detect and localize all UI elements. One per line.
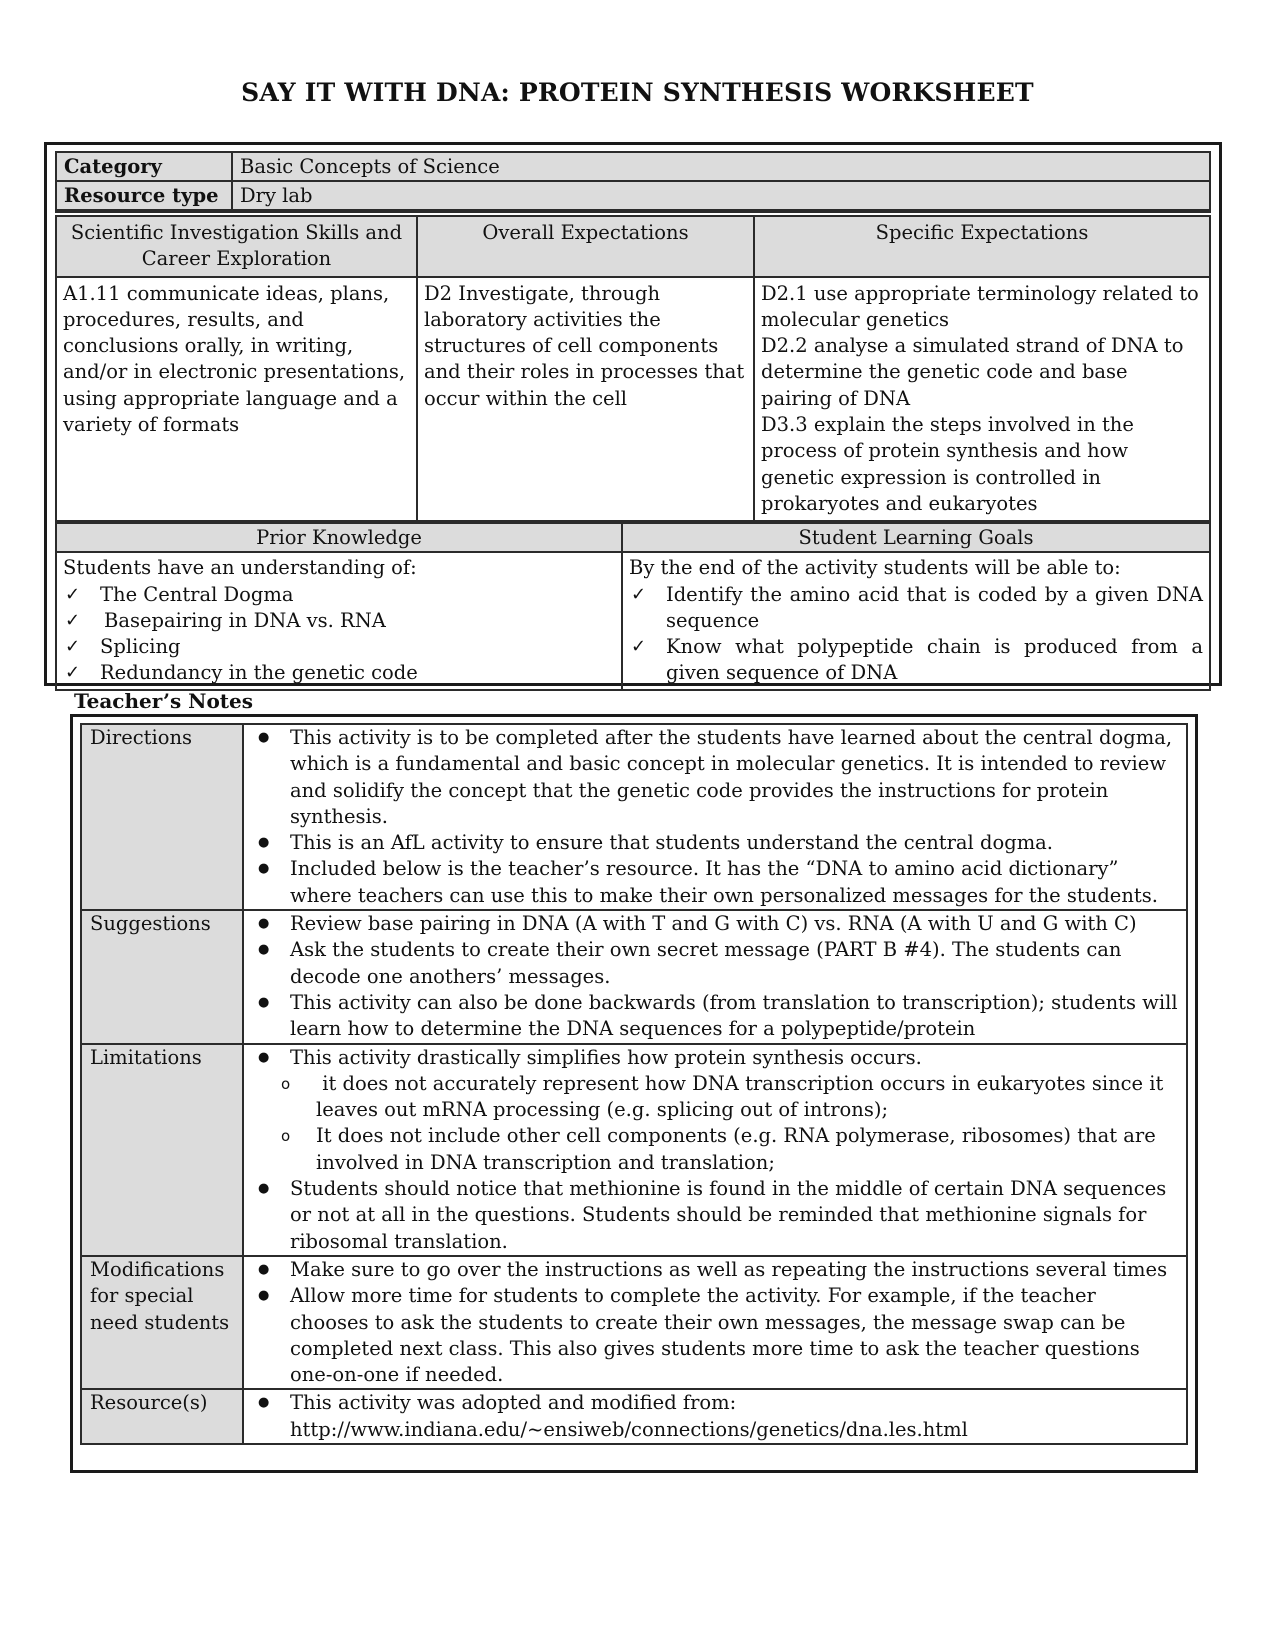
skills-text: A1.11 communicate ideas, plans, procedures, results, and conclusions orally, in writing, and/or in electronic presentations, using appropriate language and a variety of formats [56,277,417,522]
list-item [63,660,615,686]
prior-knowledge-intro: Students have an understanding of: [63,556,417,580]
specific-header: Specific Expectations [754,216,1210,277]
teachers-notes-table [80,723,1188,1445]
check-icon: ✓ [65,609,81,631]
prior-knowledge-cell [56,552,622,690]
check-icon: ✓ [65,583,81,605]
notes-row-label: Directions [81,724,243,910]
skills-header: Scientific Investigation Skills and Career Exploration [56,216,417,277]
list-item-text: This activity can also be done backwards (from translation to transcription); students will learn how to determine the DNA sequences for a polypeptide/protein [290,990,1178,1041]
list-item-text: Ask the students to create their own secret message (PART B #4). The students can decode one anothers’ messages. [290,938,1122,988]
list-item [244,1283,1180,1388]
notes-row-resources [81,1389,1187,1444]
list-item-text: Included below is the teacher’s resource. It has the “DNA to amino acid dictionary” where teachers can use this to make their own personalized messages for the students. [290,857,1158,907]
list-item [629,582,1203,635]
notes-row-content [243,1389,1187,1444]
learning-goals-header: Student Learning Goals [622,523,1210,552]
bullet-icon: ● [258,835,270,851]
bullet-list [244,1176,1180,1255]
list-item [244,856,1180,909]
list-item-text: Know what polypeptide chain is produced from a given sequence of DNA [666,635,1203,685]
learning-goals-intro: By the end of the activity students will be able to: [629,556,1121,580]
resource-type-value: Dry lab [232,181,1210,210]
list-item [244,1390,1180,1443]
curriculum-frame [44,142,1222,686]
bullet-list [244,1390,1180,1443]
notes-row-suggestions [81,910,1187,1043]
notes-row-label: Resource(s) [81,1389,243,1444]
bullet-icon: ● [258,861,270,877]
sub-list-item-text: It does not include other cell components (e.g. RNA polymerase, ribosomes) that are involved in DNA transcription and translation; [316,1124,1156,1174]
notes-row-modifications [81,1256,1187,1389]
list-item-text: Basepairing in DNA vs. RNA [104,608,386,632]
knowledge-goals-body-row [56,552,1210,690]
list-item-text: The Central Dogma [100,582,294,606]
list-item [63,634,615,660]
notes-row-content [243,1256,1187,1389]
sub-list-item [244,1071,1180,1124]
list-item-text: Splicing [100,635,181,659]
notes-row-content [243,724,1187,910]
learning-goals-cell [622,552,1210,690]
sub-list-item [244,1123,1180,1176]
check-icon: ✓ [631,583,647,605]
category-value: Basic Concepts of Science [232,152,1210,181]
resource-type-row [56,181,1210,210]
list-item [244,937,1180,990]
meta-table [55,151,1211,211]
list-item-text: Make sure to go over the instructions as well as repeating the instructions several times [290,1257,1168,1281]
list-item-text: Review base pairing in DNA (A with T and G with C) vs. RNA (A with U and G with C) [290,912,1137,936]
specific-item: D2.2 analyse a simulated strand of DNA to determine the genetic code and base pairing of DNA [761,334,1184,410]
bullet-icon: ● [258,1288,270,1304]
bullet-list [244,911,1180,1042]
hollow-bullet-icon: o [281,1074,291,1093]
list-item-text: Identify the amino acid that is coded by a given DNA sequence [666,582,1203,632]
bullet-icon: ● [258,1395,270,1411]
list-item-text: This activity is to be completed after the students have learned about the central dogma, which is a fundamental and basic concept in molecular genetics. It is intended to review and solidify the concept that the genetic code provides the instructions for protein synthesis. [290,726,1173,828]
resource-type-label: Resource type [56,181,232,210]
hollow-bullet-icon: o [281,1127,291,1146]
list-item-text: This activity was adopted and modified from: http://www.indiana.edu/~ensiweb/connections/genetics/dna.les.html [290,1391,968,1441]
list-item [629,634,1203,687]
specific-item: D3.3 explain the steps involved in the process of protein synthesis and how genetic expression is controlled in prokaryotes and eukaryotes [761,413,1134,515]
category-row [56,152,1210,181]
bullet-icon: ● [258,942,270,958]
bullet-icon: ● [258,1049,270,1065]
list-item [63,608,615,634]
list-item-text: Allow more time for students to complete the activity. For example, if the teacher chooses to ask the students to create their own messages, the message swap can be completed next class. This also gives students more time to ask the teacher questions one-on-one if needed. [290,1284,1140,1387]
expectations-body-row [56,277,1210,522]
teachers-notes-heading: Teacher’s Notes [74,689,254,713]
list-item [244,725,1180,830]
bullet-list [244,1045,1180,1071]
notes-row-directions [81,724,1187,910]
category-label: Category [56,152,232,181]
knowledge-goals-header-row [56,523,1210,552]
bullet-list [244,725,1180,909]
list-item [244,1257,1180,1283]
notes-row-limitations [81,1044,1187,1256]
list-item [244,911,1180,937]
list-item [244,830,1180,856]
prior-knowledge-list [63,582,615,687]
list-item [244,1045,1180,1071]
bullet-icon: ● [258,916,270,932]
notes-row-label: Limitations [81,1044,243,1256]
learning-goals-list [629,582,1203,687]
list-item-text: This is an AfL activity to ensure that students understand the central dogma. [290,831,1054,855]
list-item [244,1176,1180,1255]
check-icon: ✓ [65,662,81,684]
overall-header: Overall Expectations [417,216,754,277]
expectations-header-row [56,216,1210,277]
notes-row-content [243,910,1187,1043]
list-item-text: Redundancy in the genetic code [100,661,418,685]
list-item-text: Students should notice that methionine is found in the middle of certain DNA sequences or not at all in the questions. Students should be reminded that methionine signals for ribosomal translation. [290,1177,1167,1253]
notes-row-label: Suggestions [81,910,243,1043]
bullet-icon: ● [258,994,270,1010]
knowledge-goals-table [55,522,1211,691]
list-item [63,582,615,608]
notes-row-content [243,1044,1187,1256]
sub-bullet-list [244,1071,1180,1176]
specific-cell [754,277,1210,522]
page-title: SAY IT WITH DNA: PROTEIN SYNTHESIS WORKSHEET [241,78,1034,107]
list-item-text: This activity drastically simplifies how protein synthesis occurs. [290,1045,922,1069]
teachers-notes-frame [70,714,1198,1473]
prior-knowledge-header: Prior Knowledge [56,523,622,552]
check-icon: ✓ [65,636,81,658]
bullet-icon: ● [258,1181,270,1197]
bullet-icon: ● [258,730,270,745]
expectations-table [55,215,1211,522]
check-icon: ✓ [631,636,647,658]
bullet-list [244,1257,1180,1388]
notes-row-label: Modifications for special need students [81,1256,243,1389]
overall-text: D2 Investigate, through laboratory activities the structures of cell components and their roles in processes that occur within the cell [417,277,754,522]
list-item [244,990,1180,1043]
specific-item: D2.1 use appropriate terminology related to molecular genetics [761,281,1199,331]
sub-list-item-text: it does not accurately represent how DNA transcription occurs in eukaryotes since it leaves out mRNA processing (e.g. splicing out of introns); [316,1071,1170,1122]
bullet-icon: ● [258,1261,270,1277]
